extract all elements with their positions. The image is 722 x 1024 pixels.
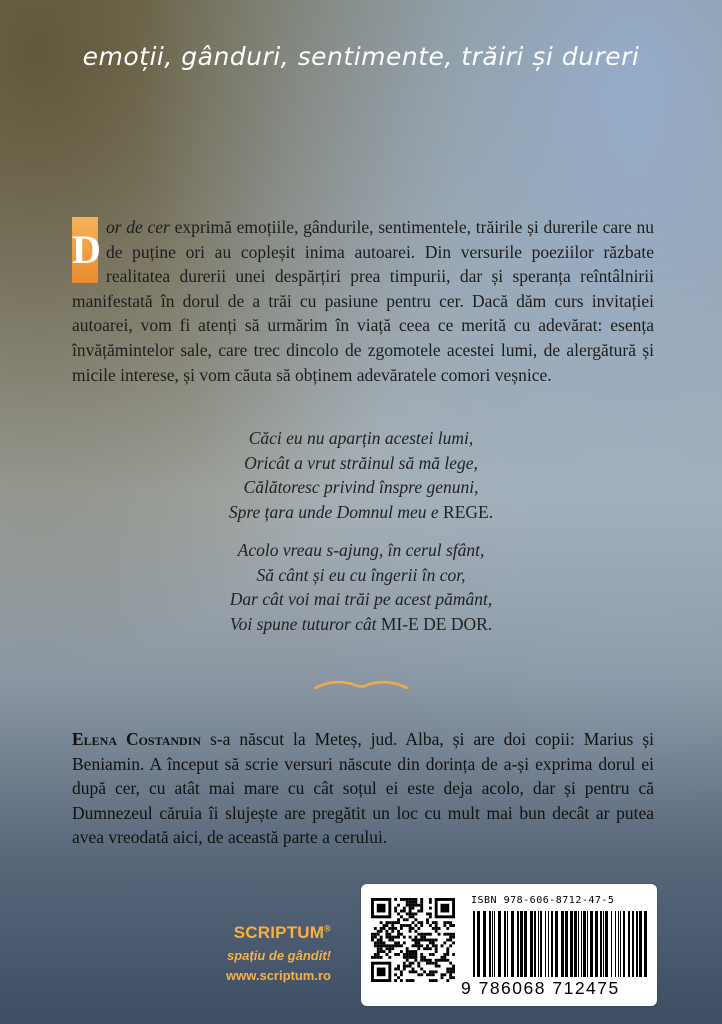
poem-stanza-2 xyxy=(0,538,722,636)
poem-line xyxy=(0,500,722,525)
intro-paragraph xyxy=(72,215,654,387)
poem-line: Acolo vreau s-ajung, în cerul sfânt, xyxy=(237,540,485,560)
poem-stanza-1 xyxy=(0,426,722,524)
poem-line: Oricât a vrut străinul să mă lege, xyxy=(244,452,478,473)
poem-line-text: Spre țara unde Domnul meu e xyxy=(228,501,439,522)
poem-line: Să cânt și eu cu îngerii în cor, xyxy=(256,564,466,585)
isbn-label: ISBN 978-606-8712-47-5 xyxy=(471,895,615,906)
poem-line: Dar cât voi mai trăi pe acest pământ, xyxy=(229,589,493,610)
intro-text: exprimă emoțiile, gândurile, sentimentele, trăirile și durerile care nu de puține ori au copleșit inima autoarei. Din versurile poeziilor răzbate realitatea durerii unei despărțiri prea timpurii, dar și speranța reîntâlnirii manifestată în dorul de a trăi cu pasiune pentru cer. Dacă dăm curs invitației autoarei, vom fi atenți să urmărim în viață ceea ce merită cu adevărat: esența învățămintelor sale, care trec dincolo de zgomotele acestei lumi, de alergătură și micile interese, și vom căuta să obținem adevăratele comori veșnice. xyxy=(72,217,654,385)
poem-emphasis: REGE. xyxy=(443,501,494,522)
drop-cap: D xyxy=(72,217,98,283)
author-bio xyxy=(72,727,654,850)
bio-text: s-a născut la Meteș, jud. Alba, și are doi copii: Marius și Beniamin. A început să scrie versuri născute din dorința de a-și exprima dorul ei după cer, cu atât mai mare cu cât soțul ei este deja acolo, dar și pentru că Dumnezeul căruia îi slujește are pregătit un loc cu mult mai bun decât ar putea avea vreodată aici, de această parte a cerului. xyxy=(72,729,654,848)
publisher-logo: SCRIPTUM® xyxy=(233,923,331,942)
ean-digits: 9 786068 712475 xyxy=(461,978,620,998)
poem-line-text: Voi spune tuturor cât xyxy=(229,613,377,634)
book-title-italic: or de cer xyxy=(106,217,170,237)
barcode-panel xyxy=(361,884,657,1006)
poem-line: Căci eu nu aparțin acestei lumi, xyxy=(248,428,474,448)
author-name: Elena Costandin xyxy=(72,729,202,749)
tagline: emoții, gânduri, sentimente, trăiri și dureri xyxy=(82,42,640,71)
publisher-block xyxy=(226,923,331,983)
poem-emphasis: MI-E DE DOR. xyxy=(380,613,493,634)
publisher-website[interactable]: www.scriptum.ro xyxy=(226,968,331,983)
ornament-divider xyxy=(311,676,411,696)
publisher-slogan: spațiu de gândit! xyxy=(226,948,331,963)
poem-line: Călătoresc privind înspre genuni, xyxy=(243,477,479,498)
poem-line xyxy=(0,612,722,637)
ean-barcode xyxy=(471,911,647,977)
qr-code-icon xyxy=(371,898,455,982)
